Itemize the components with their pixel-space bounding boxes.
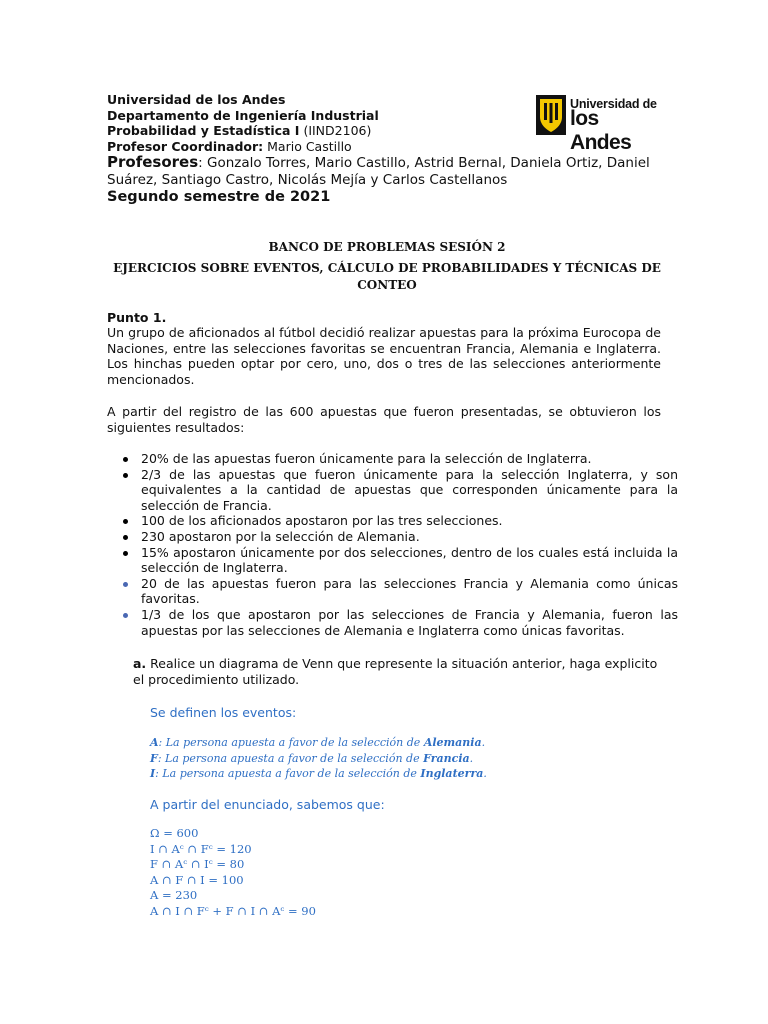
problem-paragraph-2: A partir del registro de las 600 apuestas que fueron presentadas, se obtuvieron los siguientes resultados: [107, 404, 661, 435]
list-item: 20 de las apuestas fueron para las selecciones Francia y Alemania como únicas favoritas. [124, 576, 678, 607]
bullet-icon [123, 457, 128, 462]
course-header [107, 92, 527, 154]
list-item: 230 apostaron por la selección de Alemania. [124, 529, 678, 545]
coordinator-name: Mario Castillo [267, 138, 352, 154]
coordinator-label: Profesor Coordinador: [107, 138, 264, 154]
list-item: 2/3 de las apuestas que fueron únicamente para la selección Inglaterra, y son equivalentes a la cantidad de apuestas que corresponden únicamente para la selección de Francia. [124, 467, 678, 514]
list-item: 20% de las apuestas fueron únicamente para la selección de Inglaterra. [124, 451, 678, 467]
department-name: Departamento de Ingeniería Industrial [107, 107, 379, 123]
results-list [107, 451, 678, 638]
problem-bank-subtitle: EJERCICIOS SOBRE EVENTOS, CÁLCULO DE PROBABILIDADES Y TÉCNICAS DE CONTEO [113, 261, 661, 292]
event-definitions [150, 735, 487, 782]
equation: F ∩ Aᶜ ∩ Iᶜ = 80 [150, 857, 245, 871]
course-name: Probabilidad y Estadística I [107, 123, 300, 138]
professors-label: Profesores [107, 153, 199, 171]
solution-intro-2: A partir del enunciado, sabemos que: [150, 797, 385, 812]
bullet-icon [123, 582, 128, 587]
professors-line [107, 154, 667, 189]
logo-text-bottom: los Andes [570, 107, 632, 154]
bullet-icon [123, 551, 128, 556]
equation: A ∩ F ∩ I = 100 [150, 872, 244, 887]
professors-list: : Gonzalo Torres, Mario Castillo, Astrid Bernal, Daniela Ortiz, Daniel Suárez, Santiago Castro, Nicolás Mejía y Carlos Castellanos [107, 155, 650, 188]
event-f: F: La persona apuesta a favor de la selección de Francia. [150, 751, 474, 765]
question-a [133, 656, 661, 687]
solution-intro: Se definen los eventos: [150, 705, 297, 720]
equation: A = 230 [150, 888, 198, 902]
question-text: Realice un diagrama de Venn que represente la situación anterior, haga explicito el procedimiento utilizado. [133, 656, 658, 687]
event-a: A: La persona apuesta a favor de la selección de Alemania. [150, 736, 486, 749]
equation: Ω = 600 [150, 826, 199, 840]
equation: I ∩ Aᶜ ∩ Fᶜ = 120 [150, 841, 252, 856]
point-heading: Punto 1. [107, 310, 167, 325]
equation: A ∩ I ∩ Fᶜ + F ∩ I ∩ Aᶜ = 90 [150, 903, 316, 918]
university-name: Universidad de los Andes [107, 92, 286, 107]
bullet-icon [123, 519, 128, 524]
bullet-icon [123, 613, 128, 618]
university-logo [536, 95, 661, 154]
problem-paragraph-1: Un grupo de aficionados al fútbol decidió realizar apuestas para la próxima Eurocopa de Naciones, entre las selecciones favoritas se encuentran Francia, Alemania e Inglaterra. Los hinchas pueden optar por cero, uno, dos o tres de las selecciones anteriormente mencionados. [107, 325, 661, 387]
semester: Segundo semestre de 2021 [107, 189, 331, 205]
bullet-icon [123, 473, 128, 478]
question-letter: a. [133, 656, 147, 671]
logo-emblem-icon [536, 95, 566, 135]
list-item: 100 de los aficionados apostaron por las tres selecciones. [124, 513, 678, 529]
event-i: I: La persona apuesta a favor de la selección de Inglaterra. [150, 767, 487, 780]
course-code: (IIND2106) [303, 123, 372, 138]
list-item: 1/3 de los que apostaron por las selecciones de Francia y Alemania, fueron las apuestas por las selecciones de Alemania e Inglaterra como únicas favoritas. [124, 607, 678, 638]
list-item: 15% apostaron únicamente por dos selecciones, dentro de los cuales está incluida la selección de Inglaterra. [124, 545, 678, 576]
equation-list [150, 826, 316, 919]
problem-bank-title: BANCO DE PROBLEMAS SESIÓN 2 [268, 240, 506, 254]
bullet-icon [123, 535, 128, 540]
logo-text-top: Universidad de [570, 97, 657, 111]
